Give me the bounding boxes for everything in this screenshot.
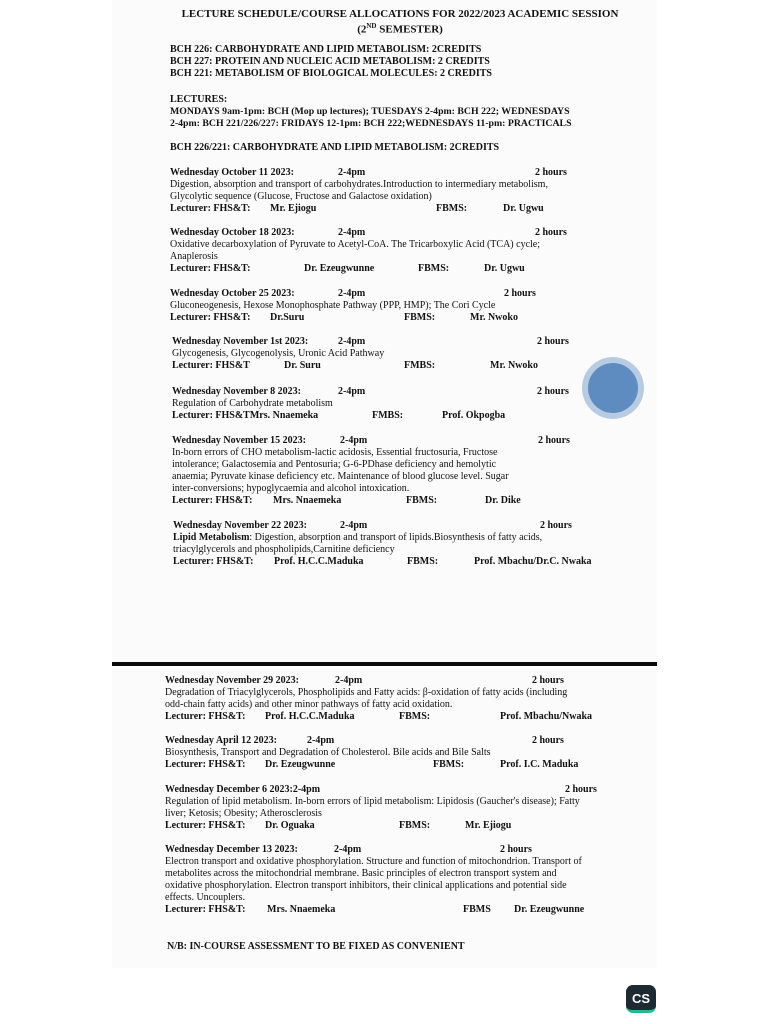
schedule-entry bbox=[165, 735, 645, 771]
schedule-entry bbox=[173, 520, 633, 568]
entry-topic: Lipid Metabolism: Digestion, absorption and transport of lipids.Biosynthesis of fatty acids, triacylglycerols and phospholipids,Carnitine deficiency bbox=[173, 532, 543, 555]
schedule-entry bbox=[172, 336, 632, 372]
entry-topic: Degradation of Triacylglycerols, Phospholipids and Fatty acids: β-oxidation of fatty acids (including odd-chain fatty acids) and other minor pathways of fatty acid oxidation. bbox=[165, 687, 568, 710]
entry-topic: Regulation of Carbohydrate metabolism bbox=[172, 398, 333, 409]
entry-fbms-label: FMBS: bbox=[404, 360, 436, 371]
entry-date: Wednesday October 25 2023: bbox=[170, 288, 295, 299]
entry-date: Wednesday April 12 2023: bbox=[165, 735, 277, 746]
entry-lecturer-fbms: Mr. Ejiogu bbox=[465, 820, 512, 831]
entry-lecturer-fbms: Prof. Mbachu/Dr.C. Nwaka bbox=[474, 556, 592, 567]
schedule-entry bbox=[165, 675, 645, 723]
entry-fbms-label: FBMS: bbox=[407, 556, 439, 567]
lectures-heading: LECTURES: bbox=[170, 94, 228, 105]
entry-hours: 2 hours bbox=[540, 520, 572, 531]
entry-lecturer-fhst: Prof. H.C.C.Maduka bbox=[274, 556, 364, 567]
lectures-line-2: 2-4pm: BCH 221/226/227: FRIDAYS 12-1pm: BCH 222;WEDNESDAYS 11-pm: PRACTICALS bbox=[170, 118, 572, 129]
section-title: BCH 226/221: CARBOHYDRATE AND LIPID METABOLISM: 2CREDITS bbox=[170, 142, 500, 153]
entry-lecturer-fhst: Dr. Oguaka bbox=[265, 820, 315, 831]
schedule-entry bbox=[165, 844, 645, 916]
entry-hours: 2 hours bbox=[504, 288, 536, 299]
entry-date: Wednesday December 13 2023: bbox=[165, 844, 298, 855]
entry-lecturer-label: Lecturer: FHS&T: bbox=[165, 711, 246, 722]
entry-date: Wednesday November 22 2023: bbox=[173, 520, 307, 531]
entry-time: 2-4pm bbox=[338, 288, 366, 299]
entry-time: 2-4pm bbox=[338, 167, 366, 178]
entry-hours: 2 hours bbox=[565, 784, 597, 795]
entry-lecturer-label: Lecturer: FHS&T: bbox=[165, 904, 246, 915]
entry-topic: Gluconeogenesis, Hexose Monophosphate Pathway (PPP, HMP); The Cori Cycle bbox=[170, 300, 496, 311]
entry-lecturer-label: Lecturer: FHS&T: bbox=[165, 820, 246, 831]
course-bch227: BCH 227: PROTEIN AND NUCLEIC ACID METABOLISM: 2 CREDITS bbox=[170, 56, 490, 67]
entry-lecturer-fbms: Prof. I.C. Maduka bbox=[500, 759, 579, 770]
entry-date: Wednesday November 15 2023: bbox=[172, 435, 306, 446]
entry-topic: Electron transport and oxidative phosphorylation. Structure and function of mitochondrion. Transport of metabolites across the mitochondrial membrane. Basic principles of electron transport system and oxidative phosphorylation. Electron transport inhibitors, their clinical applications and potential side effects. Uncouplers. bbox=[165, 856, 582, 903]
camscanner-badge[interactable]: CS bbox=[626, 985, 656, 1013]
entry-date: Wednesday December 6 2023:2-4pm bbox=[165, 784, 321, 795]
floating-assistive-button[interactable] bbox=[588, 363, 638, 413]
entry-lecturer-label: Lecturer: FHS&T: bbox=[173, 556, 254, 567]
title-line-1: LECTURE SCHEDULE/COURSE ALLOCATIONS FOR 2022/2023 ACADEMIC SESSION bbox=[181, 8, 619, 20]
entry-lecturer-label: Lecturer: FHS&T: bbox=[165, 759, 246, 770]
entry-date: Wednesday November 8 2023: bbox=[172, 386, 301, 397]
entry-fbms-label: FMBS: bbox=[372, 410, 404, 421]
entry-lecturer-fbms: Dr. Ugwu bbox=[484, 263, 525, 274]
entry-lecturer-fbms: Dr. Ugwu bbox=[503, 203, 544, 214]
assessment-note: N/B: IN-COURSE ASSESSMENT TO BE FIXED AS CONVENIENT bbox=[167, 941, 465, 952]
entry-date: Wednesday November 29 2023: bbox=[165, 675, 299, 686]
entry-time: 2-4pm bbox=[340, 435, 368, 446]
entry-lecturer-fhst: Dr. Ezeugwunne bbox=[304, 263, 375, 274]
entry-time: 2-4pm bbox=[338, 336, 366, 347]
entry-hours: 2 hours bbox=[532, 675, 564, 686]
schedule-entry bbox=[170, 167, 630, 215]
entry-topic: Biosynthesis, Transport and Degradation of Cholesterol. Bile acids and Bile Salts bbox=[165, 747, 491, 758]
document-title bbox=[170, 8, 630, 36]
entry-date: Wednesday October 18 2023: bbox=[170, 227, 295, 238]
entry-lecturer-fhst: Dr. Suru bbox=[284, 360, 321, 371]
entry-hours: 2 hours bbox=[537, 386, 569, 397]
entry-fbms-label: FBMS: bbox=[436, 203, 468, 214]
entry-lecturer-fbms: Dr. Dike bbox=[485, 495, 521, 506]
entry-hours: 2 hours bbox=[537, 336, 569, 347]
entry-lecturer-fhst: Prof. H.C.C.Maduka bbox=[265, 711, 355, 722]
entry-lecturer-fhst: Dr. Ezeugwunne bbox=[265, 759, 336, 770]
entry-hours: 2 hours bbox=[535, 167, 567, 178]
entry-lecturer-label: Lecturer: FHS&TMrs. Nnaemeka bbox=[172, 410, 319, 421]
entry-time: 2-4pm bbox=[335, 675, 363, 686]
entry-fbms-label: FBMS: bbox=[399, 820, 431, 831]
entry-time: 2-4pm bbox=[338, 386, 366, 397]
entry-lecturer-fbms: Prof. Okpogba bbox=[442, 410, 506, 421]
entry-lecturer-fbms: Prof. Mbachu/Nwaka bbox=[500, 711, 593, 722]
entry-lecturer-fhst: Dr.Suru bbox=[270, 312, 305, 323]
page-divider bbox=[112, 662, 657, 666]
course-bch226: BCH 226: CARBOHYDRATE AND LIPID METABOLISM: 2CREDITS bbox=[170, 44, 482, 55]
entry-lecturer-label: Lecturer: FHS&T: bbox=[170, 263, 251, 274]
entry-lecturer-label: Lecturer: FHS&T: bbox=[172, 495, 253, 506]
entry-lecturer-label: Lecturer: FHS&T: bbox=[170, 203, 251, 214]
entry-time: 2-4pm bbox=[338, 227, 366, 238]
schedule-entry bbox=[165, 784, 645, 832]
entry-fbms-label: FBMS: bbox=[406, 495, 438, 506]
entry-hours: 2 hours bbox=[500, 844, 532, 855]
schedule-entry bbox=[172, 386, 632, 422]
lectures-line-1: MONDAYS 9am-1pm: BCH (Mop up lectures); TUESDAYS 2-4pm: BCH 222; WEDNESDAYS bbox=[170, 106, 570, 117]
entry-fbms-label: FBMS: bbox=[404, 312, 436, 323]
entry-topic: Glycogenesis, Glycogenolysis, Uronic Acid Pathway bbox=[172, 348, 385, 359]
entry-hours: 2 hours bbox=[538, 435, 570, 446]
entry-time: 2-4pm bbox=[334, 844, 362, 855]
course-bch221: BCH 221: METABOLISM OF BIOLOGICAL MOLECULES: 2 CREDITS bbox=[170, 68, 492, 79]
entry-lecturer-fhst: Mrs. Nnaemeka bbox=[273, 495, 342, 506]
entry-lecturer-fbms: Dr. Ezeugwunne bbox=[514, 904, 585, 915]
entry-hours: 2 hours bbox=[535, 227, 567, 238]
entry-lecturer-label: Lecturer: FHS&T bbox=[172, 360, 250, 371]
entry-topic: Digestion, absorption and transport of carbohydrates.Introduction to intermediary metabolism, Glycolytic sequence (Glucose, Fructose and Galactose oxidation) bbox=[170, 179, 548, 202]
schedule-entry bbox=[172, 435, 632, 507]
entry-hours: 2 hours bbox=[532, 735, 564, 746]
schedule-entry bbox=[170, 227, 630, 275]
entry-time: 2-4pm bbox=[340, 520, 368, 531]
entry-topic: In-born errors of CHO metabolism-lactic acidosis, Essential fructosuria, Fructose intolerance; Galactosemia and Pentosuria; G-6-PDhase deficiency and hemolytic anaemia; Pyruvate kinase deficiency etc. Maintenance of blood glucose level. Sugar inter-conversions; hypoglycaemia and alcohol intoxication. bbox=[172, 447, 509, 494]
entry-fbms-label: FBMS: bbox=[433, 759, 465, 770]
entry-date: Wednesday November 1st 2023: bbox=[172, 336, 309, 347]
entry-time: 2-4pm bbox=[307, 735, 335, 746]
entry-fbms-label: FBMS bbox=[463, 904, 491, 915]
schedule-entry bbox=[170, 288, 630, 324]
entry-fbms-label: FBMS: bbox=[399, 711, 431, 722]
title-line-2: (2ND SEMESTER) bbox=[357, 22, 443, 36]
entry-lecturer-fhst: Mrs. Nnaemeka bbox=[267, 904, 336, 915]
entry-topic: Oxidative decarboxylation of Pyruvate to Acetyl-CoA. The Tricarboxylic Acid (TCA) cycle; Anaplerosis bbox=[170, 239, 541, 262]
entry-lecturer-fbms: Mr. Nwoko bbox=[470, 312, 518, 323]
entry-topic: Regulation of lipid metabolism. In-born errors of lipid metabolism: Lipidosis (Gaucher's disease); Fatty liver; Ketosis; Obesity; Atherosclerosis bbox=[165, 796, 580, 819]
entry-lecturer-label: Lecturer: FHS&T: bbox=[170, 312, 251, 323]
entry-lecturer-fbms: Mr. Nwoko bbox=[490, 360, 538, 371]
entry-fbms-label: FBMS: bbox=[418, 263, 450, 274]
entry-date: Wednesday October 11 2023: bbox=[170, 167, 294, 178]
entry-lecturer-fhst: Mr. Ejiogu bbox=[270, 203, 317, 214]
